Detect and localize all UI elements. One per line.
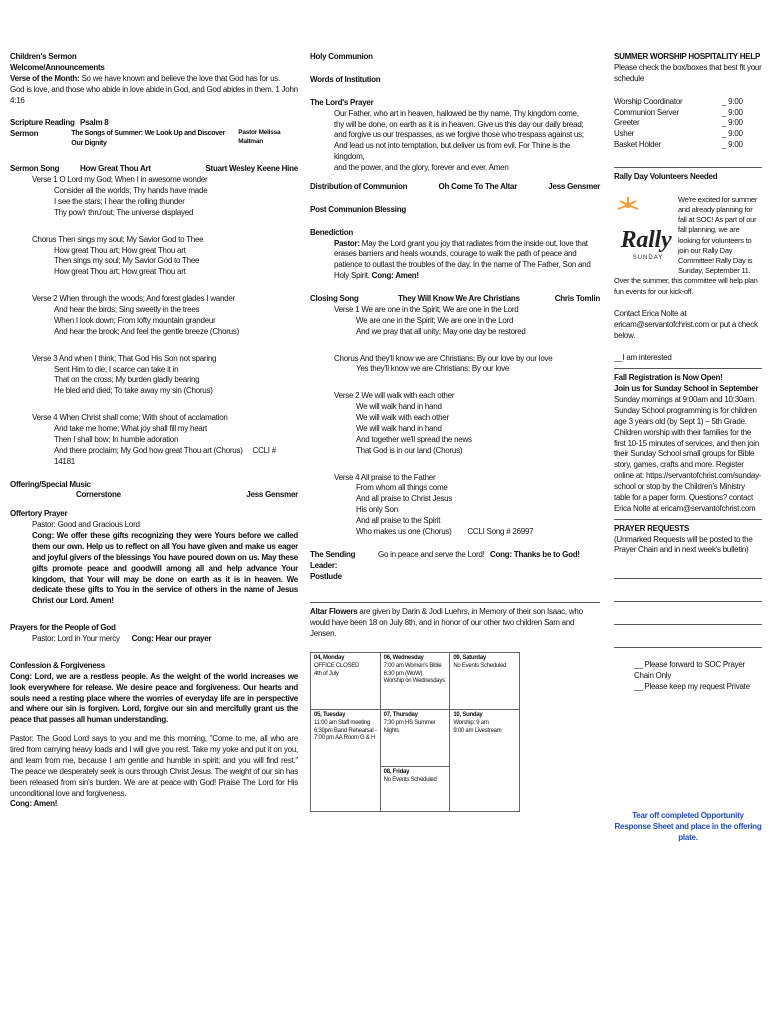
lords-prayer-heading: The Lord's Prayer — [310, 97, 374, 107]
divider — [614, 167, 762, 168]
prayers-heading: Prayers for the People of God — [10, 623, 116, 633]
column-response-sheet — [614, 52, 762, 844]
closing-verse-4: Verse 4 All praise to the Father From whom all things come And all praise to Christ Jesus His only Son And all praise to the Spirit Who makes us one (Chorus) CCLI Song # 26997 — [334, 472, 534, 536]
forward-checkbox[interactable]: __ Please forward to SOC Prayer Chain Only — [634, 660, 745, 681]
ccli-song-number: CCLI Song # 26997 — [467, 526, 534, 536]
calendar-sunday: 10, Sunday Worship: 9 am 9:00 am Livestream — [450, 710, 520, 812]
benediction-text: Pastor: May the Lord grant you joy that radiates from the inside out, love that erases barriers and heals wounds, courage to walk the path of peace and patience to outlast the troubles of the day. In the name of The Father, Son and Holy Spirit. Cong: Amen! — [334, 238, 591, 281]
institution-heading: Words of Institution — [310, 74, 381, 84]
sermon-row: Sermon The Songs of Summer: We Look Up and Discover Our Dignity Pastor Melissa Maltman — [10, 129, 281, 147]
confession-pastor: Pastor: The Good Lord says to you and me this morning, "Come to me, all who are tired from carrying heavy loads and I will give you rest. Take my yoke and put it on you, and learn from me, because I am gentle and humble in spirit; and you will find rest." The peace we desperately seek is ours through Christ Jesus. The weight of our sin has been released from sin's burden. We are at peace with God! Praise The Lord for His unconditional love and forgiveness. — [10, 734, 298, 798]
confession-heading: Confession & Forgiveness — [10, 660, 105, 670]
divider — [310, 602, 600, 603]
song-verse-3: Verse 3 And when I think; That God His Son not sparing Sent Him to die; I scarce can take it in That on the cross; My burden gladly bearing He bled and died; To take away my sin (Chorus) — [32, 353, 217, 396]
postlude-heading: Postlude — [310, 571, 342, 581]
svg-text:Rally: Rally — [620, 226, 672, 253]
weekly-calendar — [310, 652, 520, 812]
hospitality-subtitle: Please check the box/boxes that best fit your schedule — [614, 62, 762, 83]
song-verse-1: Verse 1 O Lord my God; When I in awesome wonder Consider all the worlds; Thy hands have made I see the stars; I hear the rolling thunder Thy pow'r thru'out; The universe displayed — [32, 175, 208, 217]
song-verse-2: Verse 2 When through the woods; And forest glades I wander And hear the birds; Sing sweetly in the trees When I look down; From lofty mountain grandeur And hear the brook; And feel the gentle breeze (Chorus) — [32, 294, 240, 336]
sermon-song-row: Sermon Song How Great Thou Art Stuart Wesley Keene Hine — [10, 164, 298, 174]
private-checkbox[interactable]: __ Please keep my request Private — [634, 682, 750, 691]
confession-cong: Cong: Lord, we are a restless people. As the weight of the world increases we look everywhere for release. We desire peace and forgiveness. Our hearts and souls need a resting place where the worries of everyday life are in perspective and where our sin is forgiven. Lord, forgive our sin and mercifully grant us the peace that passes all human understanding. — [10, 671, 298, 725]
fall-registration-subtitle: Join us for Sunday School in September — [614, 384, 759, 394]
role-row[interactable]: Usher _ 9:00 — [614, 129, 743, 139]
calendar-wednesday: 06, Wednesday 7:00 am Women's Bible 6:30 pm (WoW) Worship on Wednesdays — [380, 653, 450, 710]
column-communion — [310, 52, 600, 812]
distribution-row: Distribution of Communion Oh Come To The Altar Jess Gensmer — [310, 181, 600, 191]
svg-text:SUNDAY: SUNDAY — [632, 254, 664, 261]
closing-verse-1: Verse 1 We are one in the Spirit; We are one in the Lord We are one in the Spirit; We are one in the Lord And we pray that all unity; May one day be restored — [334, 304, 526, 336]
divider — [614, 519, 762, 520]
prayer-request-line[interactable] — [614, 633, 762, 648]
welcome-heading: Welcome/Announcements — [10, 62, 105, 72]
calendar-monday: 04, Monday OFFICE CLOSED 4th of July — [311, 653, 381, 710]
scripture-row: Scripture Reading Psalm 8 — [10, 118, 109, 128]
offertory-cong: Cong: We offer these gifts recognizing they were Yours before we called them our own. Help us to reflect on all You have given and make us eager and joyful givers of the blessings You have poured down on us. May these gifts promote peace and goodwill among all and help advance Your kingdom, that Your will may be done on earth as it is in heaven. We dedicate these gifts to You in the service of others in the name of Jesus Christ our Lord. Amen! — [32, 531, 298, 606]
song-chorus: Chorus Then sings my soul; My Savior God to Thee How great Thou art; How great Thou art Then sings my soul; My Savior God to Thee How great Thou art; How great Thou art — [32, 234, 204, 277]
offering-row: Cornerstone Jess Gensmer — [76, 490, 298, 500]
closing-chorus: Chorus And they'll know we are Christians; By our love by our love Yes they'll know we are Christians; By our love — [334, 353, 553, 374]
prayer-requests-title: PRAYER REQUESTS — [614, 523, 690, 533]
role-row[interactable]: Basket Holder _ 9:00 — [614, 140, 743, 150]
interested-checkbox[interactable]: __I am interested — [614, 353, 672, 363]
offering-heading: Offering/Special Music — [10, 479, 91, 489]
confession-amen: Cong: Amen! — [10, 799, 58, 809]
closing-verse-2: Verse 2 We will walk with each other We will walk hand in hand We will walk with each other We will walk hand in hand And together we'll spread the news That God is in our land (Chorus) — [334, 391, 472, 455]
calendar-tuesday: 05, Tuesday 11:00 am Staff meeting 6:30pm Band Rehearsal - 7:00 pm AA Room G & H — [311, 710, 381, 812]
calendar-friday: 08, Friday No Events Scheduled — [380, 767, 450, 812]
offertory-pastor: Pastor: Good and Gracious Lord — [32, 520, 140, 530]
childrens-sermon-heading: Children's Sermon — [10, 52, 77, 61]
prayer-request-line[interactable] — [614, 564, 762, 579]
verse-of-month-line2: God is love, and those who abide in love abide in God, and God abides in them. 1 John 4:16 — [10, 84, 298, 105]
sending-row: The Sending Leader: Go in peace and serve the Lord! Cong: Thanks be to God! — [310, 549, 580, 570]
post-communion-heading: Post Communion Blessing — [310, 204, 407, 214]
rally-title: Rally Day Volunteers Needed — [614, 172, 718, 181]
role-row[interactable]: Greeter _ 9:00 — [614, 118, 743, 128]
column-order-of-worship — [10, 52, 298, 810]
benediction-heading: Benediction — [310, 227, 354, 237]
role-row[interactable]: Worship Coordinator _ 9:00 — [614, 96, 743, 106]
communion-heading: Holy Communion — [310, 52, 373, 61]
ccli-number: CCLI # 14181 — [54, 445, 276, 466]
rally-section — [614, 195, 762, 297]
prayers-response: Pastor: Lord in Your mercy Cong: Hear our prayer — [32, 634, 212, 644]
prayer-requests-subtitle: (Unmarked Requests will be posted to the Prayer Chain and in next week's bulletin) — [614, 534, 753, 555]
divider — [614, 368, 762, 369]
fall-registration-title: Fall Registration is Now Open! — [614, 373, 723, 383]
song-verse-4: Verse 4 When Christ shall come; With shout of acclamation And take me home; What joy shall fill my heart Then I shall bow; In humble adoration And there proclaim; My God how great Thou art (Chorus) CCLI # 14181 — [32, 413, 276, 466]
prayer-request-line[interactable] — [614, 587, 762, 602]
hospitality-roles — [614, 97, 762, 151]
calendar-thursday: 07, Thursday 7:30 pm HS Summer Nights — [380, 710, 450, 767]
calendar-saturday: 09, Saturday No Events Scheduled — [450, 653, 520, 710]
prayer-request-line[interactable] — [614, 610, 762, 625]
verse-of-month: Verse of the Month: So we have known and believe the love that God has for us. — [10, 73, 280, 83]
offertory-heading: Offertory Prayer — [10, 509, 68, 519]
rally-contact: Contact Erica Nolte at ericam@servantofchrist.com or put a check below. — [614, 308, 758, 340]
fall-registration-text: Sunday mornings at 9:00am and 10:30am. Sunday School programming is for children age 3 years old (by Sept 1) – 5th Grade. Children worship with their families for the first 10-15 minutes of services, and then join their Sunday School small groups for Bible story, games, crafts and more. Register online at: https://servantofchrist.com/sunday-school or stop by the Children's Ministry table for a paper form. Questions? contact Erica Nolte at ericam@servantofchrist.com — [614, 395, 762, 513]
role-row[interactable]: Communion Server _ 9:00 — [614, 107, 743, 117]
closing-song-row: Closing Song They Will Know We Are Christians Chris Tomlin — [310, 294, 600, 303]
rally-text: We're excited for summer and already planning for fall at SOC! As part of our fall planning, we are looking for volunteers to join our Rally Day Committee! Rally Day is Sunday, September 11. Over the summer, this committee will help plan fun events for our kick-off. — [614, 194, 758, 296]
tearoff-instruction: Tear off completed Opportunity Response Sheet and place in the offering plate. — [614, 810, 762, 842]
hospitality-title: SUMMER WORSHIP HOSPITALITY HELP — [614, 52, 761, 61]
rally-sunday-logo — [614, 195, 674, 265]
lords-prayer-text: Our Father, who art in heaven, hallowed be thy name, Thy kingdom come, thy will be done, on earth as it is in heaven. Give us this day our daily bread; and forgive us our trespasses, as we forgive those who trespass against us; And lead us not into temptation, but deliver us from evil. For Thine is the kingdom, and the power, and the glory, forever and ever. Amen — [334, 108, 584, 172]
altar-flowers: Altar Flowers are given by Darin & Jodi Luehrs, in Memory of their son Isaac, who would have been 18 on July 8th, and in honor of our other two children Sam and Jensen. — [310, 607, 583, 639]
